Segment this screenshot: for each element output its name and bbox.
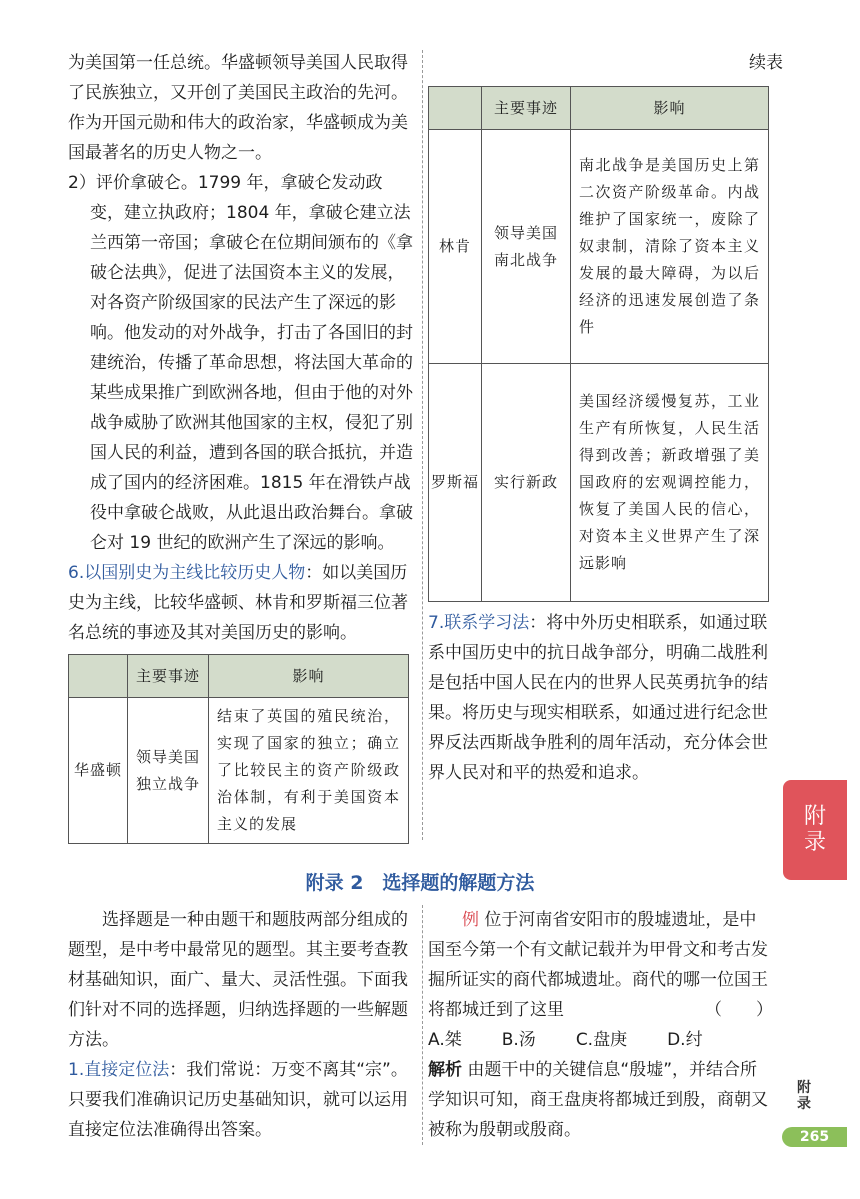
person-deeds: 领导美国独立战争: [128, 698, 209, 844]
appendix-side-tab[interactable]: [783, 780, 847, 880]
analysis-label: 解析: [428, 1060, 462, 1080]
method-6-text: ：如以美国历史为主线，比较华盛顿、林肯和罗斯福三位著名总统的事迹及其对美国历史的影响。: [68, 563, 408, 643]
person-impact: 结束了英国的殖民统治，实现了国家的独立；确立了比较民主的资产阶级政治体制，有利于美国资本主义的发展: [209, 698, 409, 844]
method-6-title: 6.以国别史为主线比较历史人物: [68, 563, 306, 583]
page-number: 265: [782, 1127, 847, 1147]
table-header-deeds: 主要事迹: [482, 87, 571, 130]
person-deeds: 实行新政: [482, 364, 571, 602]
washington-table: [68, 654, 409, 844]
right-column-bottom: [428, 905, 773, 1145]
table-header-impact: 影响: [209, 655, 409, 698]
table-row: [69, 698, 409, 844]
table-header-blank: [429, 87, 482, 130]
person-impact: 南北战争是美国历史上第二次资产阶级革命。内战维护了国家统一，废除了奴隶制，清除了资本主义发展的最大障碍，为以后经济的迅速发展创造了条件: [571, 130, 769, 364]
left-column-top: [68, 48, 413, 844]
lincoln-roosevelt-table: [428, 86, 769, 602]
analysis: [428, 1055, 773, 1145]
method-1-title: 1.直接定位法: [68, 1060, 170, 1080]
example-question: [428, 905, 773, 1025]
table-header-row: [69, 655, 409, 698]
option-b: B.汤: [501, 1030, 536, 1050]
table-header-blank: [69, 655, 128, 698]
table-header-deeds: 主要事迹: [128, 655, 209, 698]
method-6: [68, 558, 413, 648]
side-tab-char-1: 附: [803, 804, 826, 829]
answer-options: [428, 1025, 773, 1055]
method-7-text: ：将中外历史相联系，如通过联系中国历史中的抗日战争部分，明确二战胜利是包括中国人民在内的世界人民英勇抗争的结果。将历史与现实相联系，如通过进行纪念世界反法西斯战争胜利的周年活动，充分体会世界人民对和平的热爱和追求。: [428, 613, 768, 783]
example-question-text: 位于河南省安阳市的殷墟遗址，是中国至今第一个有文献记载并为甲骨文和考古发掘所证实的商代都城遗址。商代的哪一位国王将都城迁到了这里: [428, 910, 768, 1020]
analysis-text: 由题干中的关键信息“殷墟”，并结合所学知识可知，商王盘庚将都城迁到殷，商朝又被称为殷朝或殷商。: [428, 1060, 768, 1140]
example-label: 例: [462, 910, 479, 930]
table-row: [429, 364, 769, 602]
table-row: [429, 130, 769, 364]
answer-bracket: （ ）: [705, 1000, 773, 1020]
person-deeds: 领导美国南北战争: [482, 130, 571, 364]
left-column-bottom: [68, 905, 413, 1145]
method-7: [428, 608, 773, 788]
person-name: 林肯: [429, 130, 482, 364]
method-1: [68, 1055, 413, 1145]
column-divider-top: [422, 50, 423, 840]
person-impact: 美国经济缓慢复苏，工业生产有所恢复，人民生活得到改善；新政增强了美国政府的宏观调控能力，恢复了美国人民的信心，对资本主义世界产生了深远影响: [571, 364, 769, 602]
napoleon-paragraph: 2）评价拿破仑。1799 年，拿破仑发动政变，建立执政府；1804 年，拿破仑建立法兰西第一帝国；拿破仑在位期间颁布的《拿破仑法典》，促进了法国资本主义的发展，对各资产阶级国家的民法产生了深远的影响。他发动的对外战争，打击了各国旧的封建统治，传播了革命思想，将法国大革命的某些成果推广到欧洲各地，但由于他的对外战争威胁了欧洲其他国家的主权，侵犯了别国人民的利益，遭到各国的联合抵抗，并造成了国内的经济困难。1815 年在滑铁卢战役中拿破仑战败，从此退出政治舞台。拿破仑对 19 世纪的欧洲产生了深远的影响。: [68, 173, 413, 553]
appendix-intro: 选择题是一种由题干和题肢两部分组成的题型，是中考中最常见的题型。其主要考查教材基础知识，面广、量大、灵活性强。下面我们针对不同的选择题，归纳选择题的一些解题方法。: [68, 910, 408, 1050]
method-1-text: ：我们常说：万变不离其“宗”。只要我们准确识记历史基础知识，就可以运用直接定位法准确得出答案。: [68, 1060, 408, 1140]
appendix-small-label: 附录: [797, 1080, 811, 1112]
continued-label: 续表: [749, 53, 783, 73]
column-divider-bottom: [422, 905, 423, 1145]
appendix-title: 附录 2 选择题的解题方法: [305, 872, 535, 894]
washington-paragraph: 为美国第一任总统。华盛顿领导美国人民取得了民族独立，又开创了美国民主政治的先河。作为开国元勋和伟大的政治家，华盛顿成为美国最著名的历史人物之一。: [68, 53, 408, 163]
person-name: 罗斯福: [429, 364, 482, 602]
option-d: D.纣: [667, 1030, 703, 1050]
option-c: C.盘庚: [575, 1030, 628, 1050]
table-header-row: [429, 87, 769, 130]
right-column-top: [428, 48, 783, 788]
person-name: 华盛顿: [69, 698, 128, 844]
method-7-title: 7.联系学习法: [428, 613, 530, 633]
side-tab-char-2: 录: [803, 830, 826, 855]
option-a: A.桀: [428, 1030, 462, 1050]
table-header-impact: 影响: [571, 87, 769, 130]
